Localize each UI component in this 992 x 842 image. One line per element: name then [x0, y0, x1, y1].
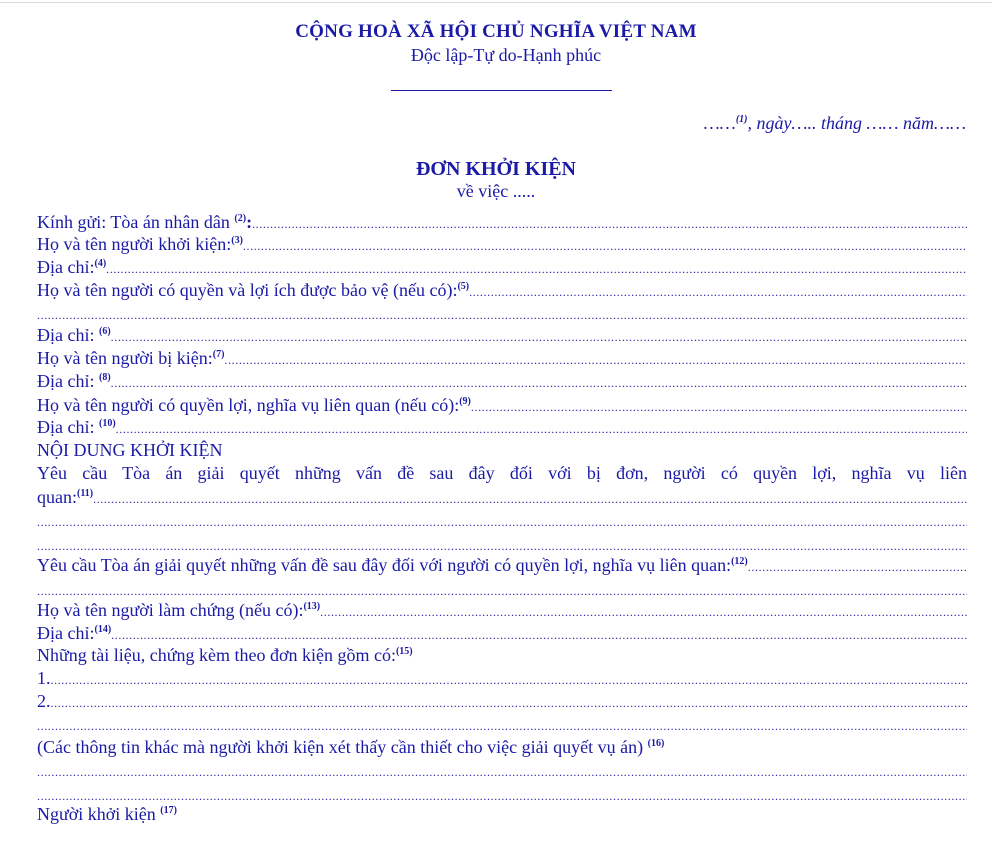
other-info-label	[37, 737, 664, 758]
note-2: (2)	[234, 213, 247, 224]
blank-dotted-line	[37, 789, 967, 803]
document-subtitle: về việc .....	[456, 181, 536, 201]
note-9: (9)	[459, 396, 471, 407]
fill-dots	[51, 693, 968, 713]
fill-dots	[111, 373, 967, 393]
protected-name-label: Họ và tên người có quyền và lợi ích được bảo vệ (nếu có):	[37, 280, 458, 300]
fill-dots	[471, 397, 967, 417]
signer-text: Người khởi kiện	[37, 804, 156, 824]
documents-text: Những tài liệu, chứng kèm theo đơn kiện gồm có:	[37, 645, 396, 665]
request-defendant-line2	[37, 487, 967, 507]
protected-address-label: Địa chỉ:	[37, 325, 99, 345]
note-17: (17)	[160, 805, 177, 816]
note-10: (10)	[98, 418, 116, 429]
documents-label	[37, 645, 413, 666]
request-related-field	[37, 555, 967, 575]
document-item-1	[37, 668, 967, 688]
content-heading: NỘI DUNG KHỞI KIỆN	[37, 440, 223, 460]
defendant-name-field	[37, 348, 967, 368]
document-title: ĐƠN KHỞI KIỆN	[415, 158, 577, 180]
note-4: (4)	[94, 258, 107, 269]
blank-dotted-line	[37, 515, 967, 529]
fill-dots	[51, 670, 968, 690]
fill-dots	[748, 557, 967, 577]
plaintiff-name-field	[37, 234, 967, 254]
fill-dots	[111, 625, 967, 645]
blank-dotted-line	[37, 765, 967, 779]
place-date-line: ……$^{(1)}$, ngày….. tháng …… năm……	[703, 113, 966, 133]
note-5: (5)	[457, 281, 470, 292]
related-address-field	[37, 417, 967, 437]
fill-dots	[469, 282, 967, 302]
note-7: (7)	[212, 349, 225, 360]
court-field	[37, 212, 967, 232]
document-item-1-label: 1.	[37, 668, 51, 688]
note-6: (6)	[98, 326, 111, 337]
blank-dotted-line	[37, 308, 967, 322]
court-colon: :	[246, 212, 253, 232]
witness-name-field	[37, 600, 967, 620]
request-defendant-line1: Yêu cầu Tòa án giải quyết những vấn đề sau đây đối với bị đơn, người có quyền lợi, nghĩa vụ liên	[37, 463, 967, 483]
court-label: Kính gửi: Tòa án nhân dân	[37, 212, 230, 232]
note-11: (11)	[77, 488, 94, 499]
document-item-2-label: 2.	[37, 691, 51, 711]
fill-dots	[111, 327, 967, 347]
other-info-text: (Các thông tin khác mà người khởi kiện xét thấy cần thiết cho việc giải quyết vụ án)	[37, 737, 644, 757]
national-motto: Độc lập-Tự do-Hạnh phúc	[410, 45, 602, 65]
witness-address-field	[37, 623, 967, 643]
protected-address-field	[37, 325, 967, 345]
nation-heading: CỘNG HOÀ XÃ HỘI CHỦ NGHĨA VIỆT NAM	[295, 21, 697, 42]
note-16: (16)	[647, 738, 665, 749]
fill-dots	[116, 419, 967, 439]
heading-underline	[391, 90, 612, 91]
note-8: (8)	[98, 372, 111, 383]
defendant-address-field	[37, 371, 967, 391]
request-defendant-label: quan:	[37, 487, 77, 507]
signer-label	[37, 804, 177, 825]
blank-dotted-line	[37, 719, 967, 733]
fill-dots	[243, 236, 967, 256]
note-14: (14)	[94, 624, 112, 635]
fill-dots	[106, 259, 967, 279]
plaintiff-name-label: Họ và tên người khởi kiện:	[37, 234, 232, 254]
witness-name-label: Họ và tên người làm chứng (nếu có):	[37, 600, 304, 620]
document-item-2	[37, 691, 967, 711]
request-related-label: Yêu cầu Tòa án giải quyết những vấn đề sau đây đối với người có quyền lợi, nghĩa vụ liên quan:	[37, 555, 732, 575]
witness-address-label: Địa chỉ:	[37, 623, 95, 643]
note-12: (12)	[731, 556, 748, 567]
note-13: (13)	[303, 601, 321, 612]
top-border	[0, 2, 992, 3]
fill-dots	[252, 214, 967, 234]
blank-dotted-line	[37, 539, 967, 553]
fill-dots	[93, 489, 967, 509]
defendant-name-label: Họ và tên người bị kiện:	[37, 348, 213, 368]
protected-name-field	[37, 280, 967, 300]
defendant-address-label: Địa chỉ:	[37, 371, 99, 391]
blank-dotted-line	[37, 584, 967, 598]
plaintiff-address-field	[37, 257, 967, 277]
note-3: (3)	[231, 235, 243, 246]
related-name-label: Họ và tên người có quyền lợi, nghĩa vụ liên quan (nếu có):	[37, 395, 460, 415]
fill-dots	[320, 602, 967, 622]
note-15: (15)	[395, 646, 413, 657]
fill-dots	[224, 350, 967, 370]
related-name-field	[37, 395, 967, 415]
related-address-label: Địa chỉ:	[37, 417, 99, 437]
plaintiff-address-label: Địa chỉ:	[37, 257, 95, 277]
